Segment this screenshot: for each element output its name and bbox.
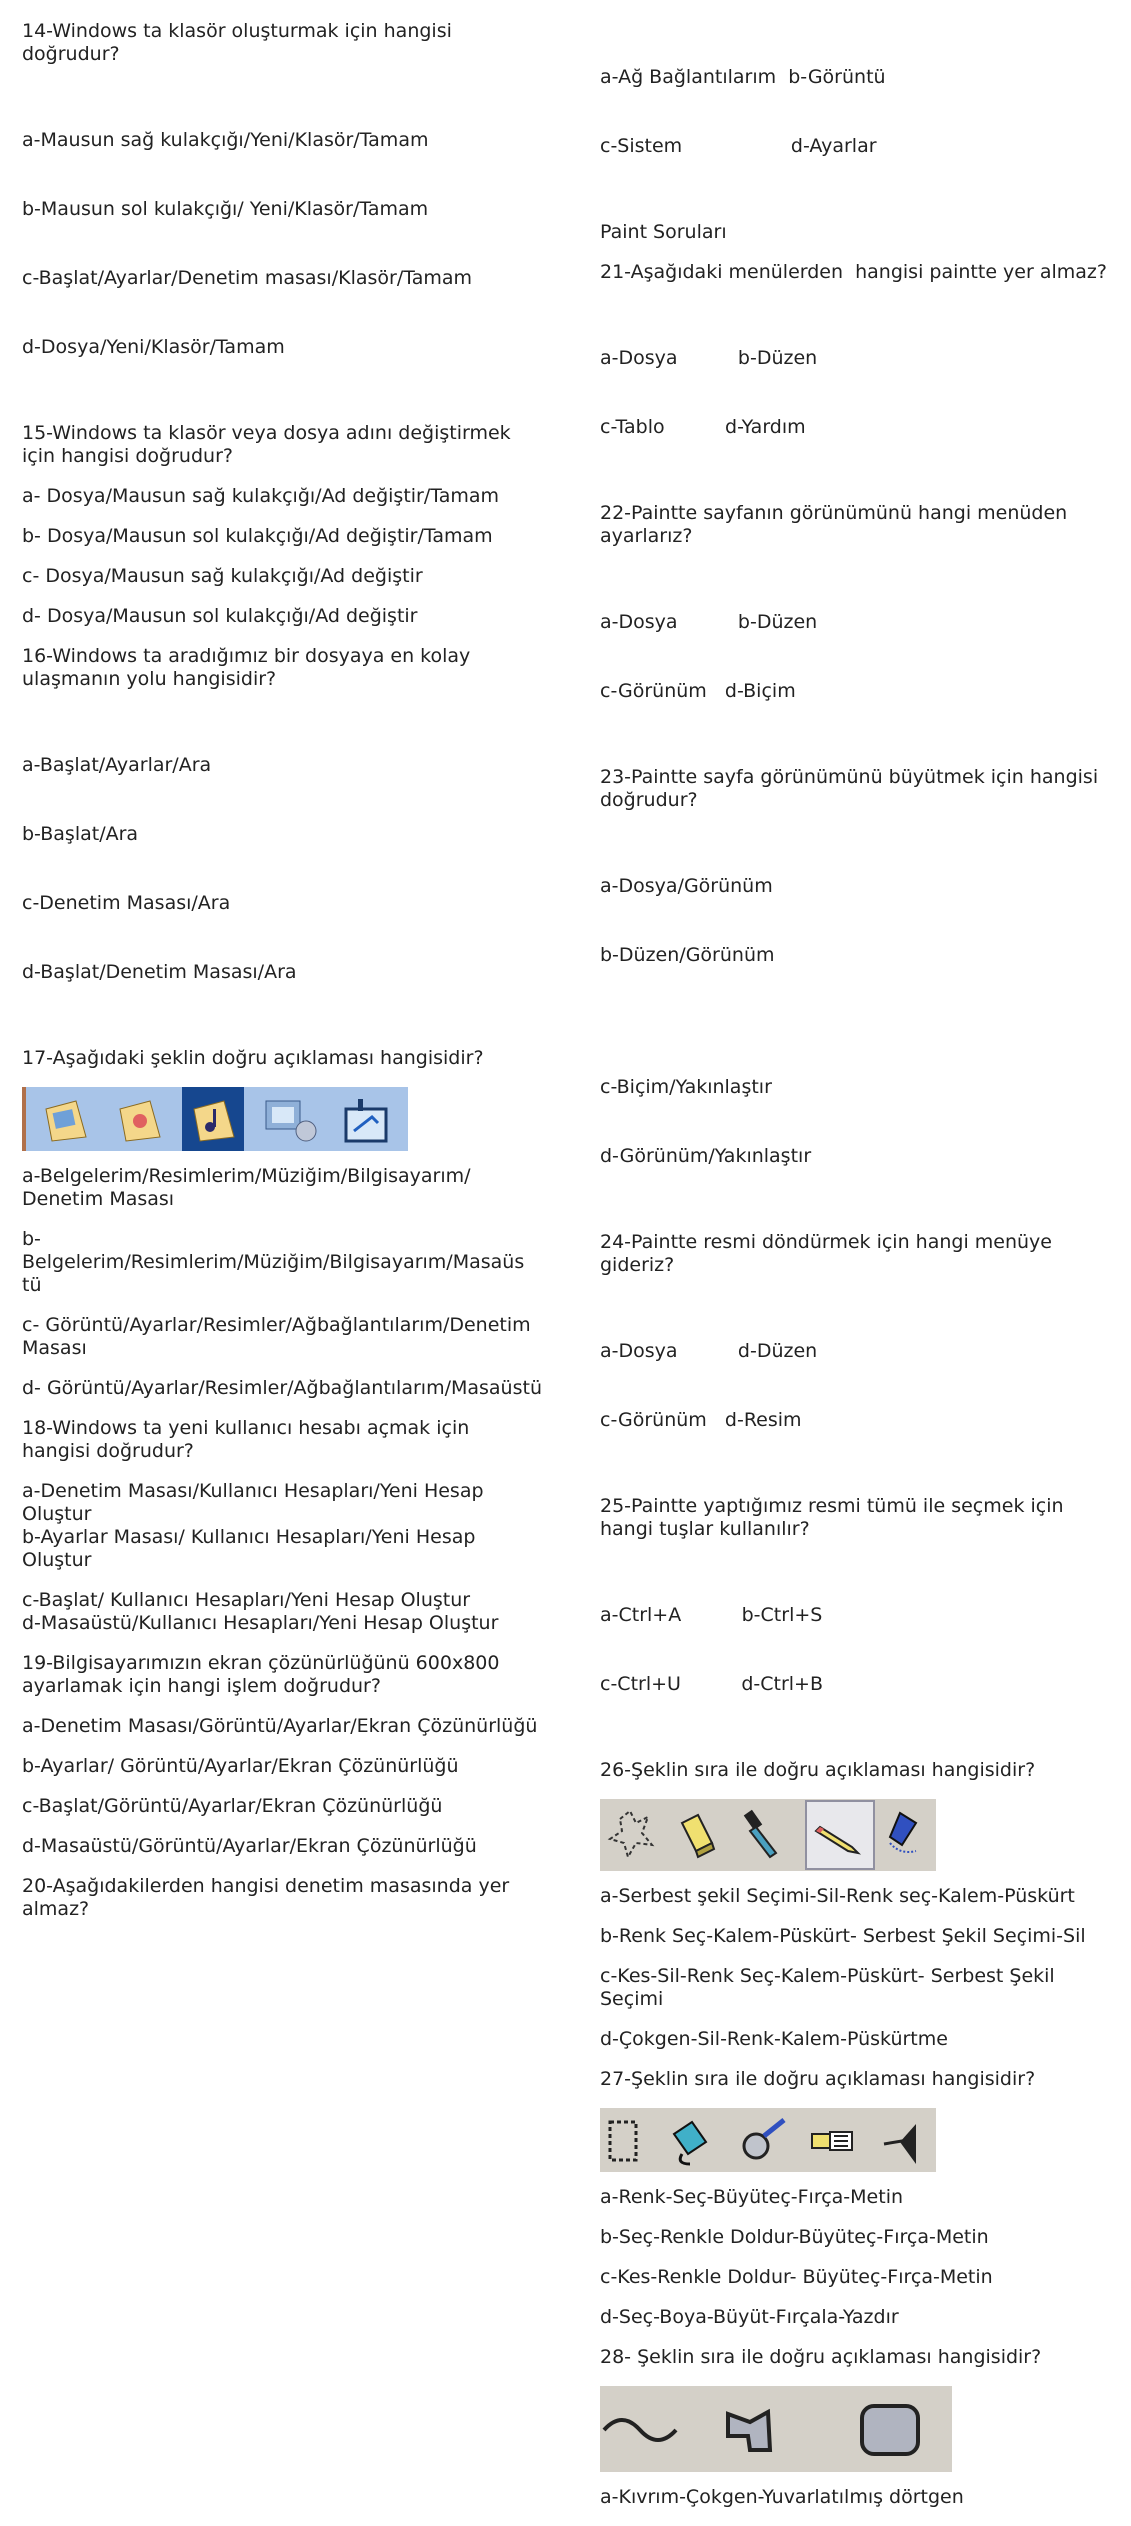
option-19d: d-Masaüstü/Görüntü/Ayarlar/Ekran Çözünürlüğü (22, 1835, 477, 1857)
right-column (600, 20, 1120, 2526)
option-26c: c-Kes-Sil-Renk Seç-Kalem-Püskürt- Serbest Şekil Seçimi (600, 1965, 1061, 2010)
option-20cd: c-Sistem d-Ayarlar (600, 135, 877, 157)
option-25ab: a-Ctrl+A b-Ctrl+S (600, 1604, 823, 1626)
question-23: 23-Paintte sayfa görünümünü büyütmek için hangisi doğrudur? (600, 766, 1105, 811)
option-17b: b- Belgelerim/Resimlerim/Müziğim/Bilgisayarım/Masaüs tü (22, 1228, 531, 1296)
option-15d: d- Dosya/Mausun sol kulakçığı/Ad değiştir (22, 605, 418, 627)
options-21 (600, 301, 1120, 485)
option-24cd: c-Görünüm d-Resim (600, 1409, 802, 1431)
option-26a: a-Serbest şekil Seçimi-Sil-Renk seç-Kalem-Püskürt (600, 1885, 1075, 1907)
option-24ab: a-Dosya d-Düzen (600, 1340, 818, 1362)
option-14c: c-Başlat/Ayarlar/Denetim masası/Klasör/Tamam (22, 267, 472, 289)
option-27b: b-Seç-Renkle Doldur-Büyüteç-Fırça-Metin (600, 2226, 989, 2248)
option-23a: a-Dosya/Görünüm (600, 875, 773, 897)
question-17: 17-Aşağıdaki şeklin doğru açıklaması hangisidir? (22, 1047, 484, 1069)
option-15b: b- Dosya/Mausun sol kulakçığı/Ad değiştir/Tamam (22, 525, 493, 547)
option-27d: d-Seç-Boya-Büyüt-Fırçala-Yazdır (600, 2306, 899, 2328)
option-26d: d-Çokgen-Sil-Renk-Kalem-Püskürtme (600, 2028, 948, 2050)
option-15c: c- Dosya/Mausun sağ kulakçığı/Ad değiştir (22, 565, 423, 587)
option-19a: a-Denetim Masası/Görüntü/Ayarlar/Ekran Çözünürlüğü (22, 1715, 538, 1737)
options-24 (600, 1294, 1120, 1478)
option-17a: a-Belgelerim/Resimlerim/Müziğim/Bilgisayarım/ Denetim Masası (22, 1165, 477, 1210)
option-15a: a- Dosya/Mausun sağ kulakçığı/Ad değiştir/Tamam (22, 485, 500, 507)
option-21cd: c-Tablo d-Yardım (600, 416, 806, 438)
option-16d: d-Başlat/Denetim Masası/Ara (22, 961, 297, 983)
windows-icons-toolbar (22, 1087, 542, 1151)
question-16: 16-Windows ta aradığımız bir dosyaya en kolay ulaşmanın yolu hangisidir? (22, 645, 477, 690)
options-23cd (600, 1030, 1120, 1214)
option-22ab: a-Dosya b-Düzen (600, 611, 818, 633)
options-16 (22, 708, 542, 1030)
options-22 (600, 565, 1120, 749)
question-27: 27-Şeklin sıra ile doğru açıklaması hangisidir? (600, 2068, 1036, 2090)
paint-tools-row-3 (600, 2386, 1120, 2472)
question-28: 28- Şeklin sıra ile doğru açıklaması hangisidir? (600, 2346, 1042, 2368)
question-24: 24-Paintte resmi döndürmek için hangi menüye gideriz? (600, 1231, 1059, 1276)
paint-tools-row-1 (600, 1799, 1120, 1871)
option-26b: b-Renk Seç-Kalem-Püskürt- Serbest Şekil Seçimi-Sil (600, 1925, 1086, 1947)
option-27c: c-Kes-Renkle Doldur- Büyüteç-Fırça-Metin (600, 2266, 993, 2288)
option-14a: a-Mausun sağ kulakçığı/Yeni/Klasör/Tamam (22, 129, 429, 151)
option-25cd: c-Ctrl+U d-Ctrl+B (600, 1673, 824, 1695)
option-28a: a-Kıvrım-Çokgen-Yuvarlatılmış dörtgen (600, 2486, 964, 2508)
options-25 (600, 1558, 1120, 1742)
question-19: 19-Bilgisayarımızın ekran çözünürlüğünü 600x800 ayarlamak için hangi işlem doğrudur? (22, 1652, 506, 1697)
question-20: 20-Aşağıdakilerden hangisi denetim masasında yer almaz? (22, 1875, 516, 1920)
options-14 (22, 83, 542, 405)
option-16b: b-Başlat/Ara (22, 823, 139, 845)
options-18ab: a-Denetim Masası/Kullanıcı Hesapları/Yeni Hesap Oluştur b-Ayarlar Masası/ Kullanıcı Hesapları/Yeni Hesap Oluştur (22, 1480, 484, 1571)
section-title-paint: Paint Soruları (600, 221, 727, 243)
option-14b: b-Mausun sol kulakçığı/ Yeni/Klasör/Tamam (22, 198, 429, 220)
options-20 (600, 20, 1120, 204)
brush-icon (812, 2132, 852, 2150)
options-18cd: c-Başlat/ Kullanıcı Hesapları/Yeni Hesap Oluştur d-Masaüstü/Kullanıcı Hesapları/Yeni Hesap Oluştur (22, 1589, 499, 1634)
option-19c: c-Başlat/Görüntü/Ayarlar/Ekran Çözünürlüğü (22, 1795, 443, 1817)
rounded-rectangle-icon (862, 2406, 918, 2454)
option-20ab: a-Ağ Bağlantılarım b-Görüntü (600, 66, 886, 88)
question-18: 18-Windows ta yeni kullanıcı hesabı açmak için hangisi doğrudur? (22, 1417, 476, 1462)
question-14: 14-Windows ta klasör oluşturmak için hangisi doğrudur? (22, 20, 458, 65)
question-15: 15-Windows ta klasör veya dosya adını değiştirmek için hangisi doğrudur? (22, 422, 517, 467)
options-23ab (600, 829, 1120, 1013)
option-16a: a-Başlat/Ayarlar/Ara (22, 754, 212, 776)
question-26: 26-Şeklin sıra ile doğru açıklaması hangisidir? (600, 1759, 1036, 1781)
option-19b: b-Ayarlar/ Görüntü/Ayarlar/Ekran Çözünürlüğü (22, 1755, 459, 1777)
option-16c: c-Denetim Masası/Ara (22, 892, 231, 914)
option-21ab: a-Dosya b-Düzen (600, 347, 818, 369)
option-23b: b-Düzen/Görünüm (600, 944, 775, 966)
question-25: 25-Paintte yaptığımız resmi tümü ile seçmek için hangi tuşlar kullanılır? (600, 1495, 1070, 1540)
option-22cd: c-Görünüm d-Biçim (600, 680, 796, 702)
question-22: 22-Paintte sayfanın görünümünü hangi menüden ayarlarız? (600, 502, 1074, 547)
option-17d: d- Görüntü/Ayarlar/Resimler/Ağbağlantılarım/Masaüstü (22, 1377, 542, 1399)
option-27a: a-Renk-Seç-Büyüteç-Fırça-Metin (600, 2186, 904, 2208)
paint-tools-row-2 (600, 2108, 1120, 2172)
option-23c: c-Biçim/Yakınlaştır (600, 1076, 772, 1098)
option-23d: d-Görünüm/Yakınlaştır (600, 1145, 812, 1167)
option-14d: d-Dosya/Yeni/Klasör/Tamam (22, 336, 285, 358)
left-column (22, 20, 542, 1938)
question-21: 21-Aşağıdaki menülerden hangisi paintte yer almaz? (600, 261, 1107, 283)
option-17c: c- Görüntü/Ayarlar/Resimler/Ağbağlantılarım/Denetim Masası (22, 1314, 537, 1359)
